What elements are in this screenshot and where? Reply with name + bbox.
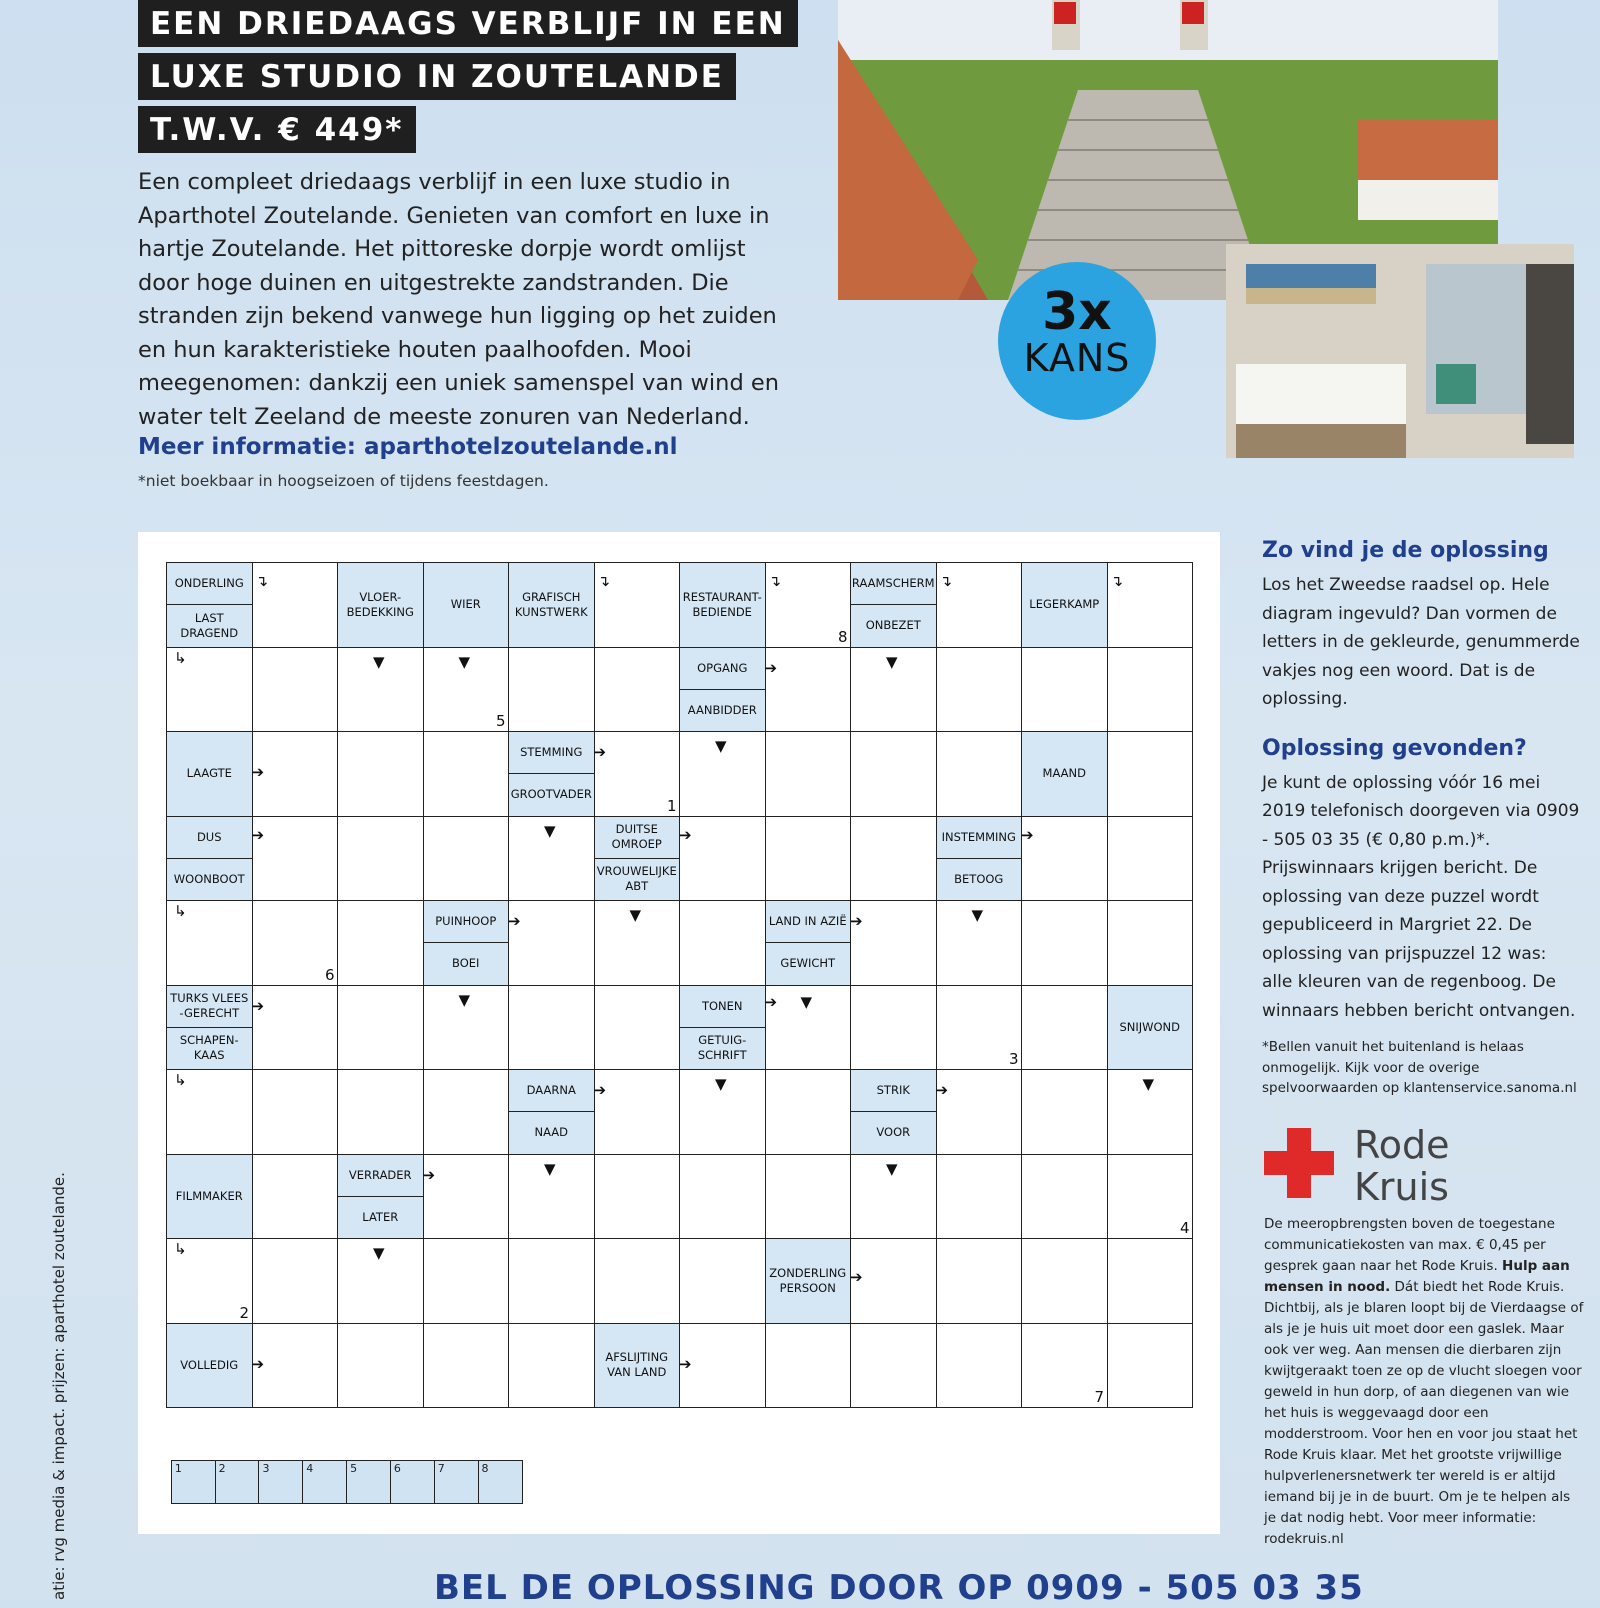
clue-arrow-icon: ▼ xyxy=(373,1244,385,1262)
grid-cell[interactable] xyxy=(850,731,937,817)
rode-kruis-logo xyxy=(1354,1124,1449,1208)
clue-arrow-icon: ➔ xyxy=(764,658,778,677)
clue-arrow-icon: ➔ xyxy=(850,912,863,930)
clue-cell: ONDERLING xyxy=(166,562,253,605)
grid-cell[interactable] xyxy=(423,1069,510,1155)
grid-cell[interactable] xyxy=(936,1069,1023,1155)
grid-cell[interactable] xyxy=(337,985,424,1071)
clue-cell: LAAGTE xyxy=(166,731,253,817)
clue-cell: GETUIG-SCHRIFT xyxy=(679,1027,766,1070)
solution-slot[interactable] xyxy=(478,1460,523,1504)
grid-cell[interactable] xyxy=(765,1154,852,1240)
photo-credits: atie: rvg media & impact. prijzen: aparthotel zoutelande. xyxy=(50,1172,68,1600)
rk-bold: Hulp aan mensen in nood. xyxy=(1264,1258,1570,1295)
grid-cell[interactable] xyxy=(850,1238,937,1324)
grid-cell[interactable] xyxy=(252,731,339,817)
grid-cell[interactable] xyxy=(337,731,424,817)
solution-slot[interactable] xyxy=(346,1460,391,1504)
clue-cell: FILMMAKER xyxy=(166,1154,253,1240)
solution-slot-number: 8 xyxy=(481,1462,489,1475)
clue-arrow-icon: ➔ xyxy=(593,743,607,761)
grid-cell[interactable] xyxy=(594,1154,681,1240)
clue-cell: LEGERKAMP xyxy=(1021,562,1108,648)
grid-cell[interactable] xyxy=(594,1069,681,1155)
solution-slot-number: 7 xyxy=(437,1462,445,1475)
grid-cell[interactable] xyxy=(679,1154,766,1240)
clue-arrow-icon: ➔ xyxy=(251,825,265,844)
clue-arrow-icon: ↴ xyxy=(597,572,611,590)
clue-arrow-icon: ➔ xyxy=(593,1081,607,1099)
grid-cell[interactable] xyxy=(936,731,1023,817)
grid-cell[interactable] xyxy=(1021,816,1108,902)
grid-cell[interactable] xyxy=(508,1323,595,1409)
grid-cell[interactable] xyxy=(337,816,424,902)
clue-arrow-icon: ▼ xyxy=(715,737,727,755)
grid-cell[interactable] xyxy=(1021,985,1108,1071)
chance-label: KANS xyxy=(1023,336,1131,380)
solution-slot[interactable] xyxy=(302,1460,347,1504)
studio-room-photo xyxy=(1226,244,1574,458)
clue-arrow-icon: ▼ xyxy=(458,990,471,1009)
clue-arrow-icon: ↳ xyxy=(174,648,187,667)
clue-arrow-icon: ➔ xyxy=(935,1081,949,1099)
grid-cell[interactable] xyxy=(423,731,510,817)
grid-cell[interactable] xyxy=(936,647,1023,733)
clue-cell: DUS xyxy=(166,816,253,859)
grid-cell[interactable] xyxy=(1021,647,1108,733)
grid-cell[interactable] xyxy=(765,1323,852,1409)
grid-cell[interactable] xyxy=(252,1154,339,1240)
solution-slot-number: 6 xyxy=(393,1462,401,1475)
clue-cell: GROOTVADER xyxy=(508,773,595,816)
grid-cell[interactable] xyxy=(679,1323,766,1409)
clue-arrow-icon: ➔ xyxy=(251,763,265,781)
grid-cell[interactable] xyxy=(337,1323,424,1409)
found-text: Je kunt de oplossing vóór 16 mei 2019 telefonisch doorgeven via 0909 - 505 03 35 (€ 0,80 p.m.)*. Prijswinnaars krijgen bericht. De oplossing van deze puzzel wordt gepubliceerd in Margriet 22. De oplossing van prijspuzzel 12 was: alle kleuren van de regenboog. De winnaars hebben bericht ontvangen. xyxy=(1262,772,1580,1021)
clue-cell: VERRADER xyxy=(337,1154,424,1197)
cell-number: 4 xyxy=(1180,1219,1190,1237)
grid-cell[interactable] xyxy=(679,900,766,986)
solution-slot-number: 1 xyxy=(174,1462,182,1475)
grid-cell[interactable] xyxy=(337,900,424,986)
clue-cell: GRAFISCH KUNSTWERK xyxy=(508,562,595,648)
clue-arrow-icon: ▼ xyxy=(800,992,813,1011)
grid-cell[interactable] xyxy=(1107,647,1194,733)
rk-text-2: Dát biedt het Rode Kruis. Dichtbij, als je blaren loopt bij de Vierdaagse of als je je huis uit moet door een gaslek. Maar ook ver weg. Aan mensen die dierbaren zijn kwijtgeraakt toen ze op de vlucht sloegen voor geweld in hun dorp, of aan diegenen van wie het huis is weggevaagd door een modderstroom. Voor hen en voor jou staat het Rode Kruis klaar. Met het grootste vrijwillige hulpverlenersnetwerk ter wereld is er altijd iemand bij je in de buurt. Om je te helpen als je dat nodig hebt. Voor meer informatie: rodekruis.nl xyxy=(1264,1279,1584,1547)
clue-arrow-icon: ↴ xyxy=(768,572,782,590)
clue-arrow-icon: ▼ xyxy=(544,821,556,840)
clue-cell: VOOR xyxy=(850,1111,937,1154)
grid-cell[interactable] xyxy=(1021,1069,1108,1155)
clue-cell: ONBEZET xyxy=(850,604,937,647)
grid-cell[interactable] xyxy=(252,1238,339,1324)
clue-arrow-icon: ▼ xyxy=(544,1159,556,1178)
grid-cell[interactable] xyxy=(252,1069,339,1155)
cell-number: 6 xyxy=(325,965,335,984)
puzzle-panel xyxy=(138,532,1220,1534)
grid-cell[interactable] xyxy=(679,816,766,902)
clue-cell: LAND IN AZIË xyxy=(765,900,852,943)
clue-cell: STRIK xyxy=(850,1069,937,1112)
found-title: Oplossing gevonden? xyxy=(1262,735,1527,761)
grid-cell[interactable] xyxy=(765,1069,852,1155)
grid-cell[interactable] xyxy=(508,985,595,1071)
clue-cell: ZONDERLING PERSOON xyxy=(765,1238,852,1324)
grid-cell[interactable] xyxy=(936,1238,1023,1324)
clue-arrow-icon: ↳ xyxy=(174,1240,187,1258)
footnote: *niet boekbaar in hoogseizoen of tijdens feestdagen. xyxy=(138,472,549,490)
clue-cell: LAST DRAGEND xyxy=(166,604,253,647)
grid-cell[interactable] xyxy=(423,1238,510,1324)
clue-cell: TONEN xyxy=(679,985,766,1028)
clue-cell: VLOER-BEDEKKING xyxy=(337,562,424,648)
clue-cell: DUITSE OMROEP xyxy=(594,816,681,859)
grid-cell[interactable] xyxy=(423,1323,510,1409)
clue-cell: VOLLEDIG xyxy=(166,1323,253,1409)
clue-cell: DAARNA xyxy=(508,1069,595,1112)
rode-kruis-line-2: Kruis xyxy=(1354,1165,1449,1209)
clue-arrow-icon: ↳ xyxy=(174,1071,187,1089)
clue-arrow-icon: ➔ xyxy=(422,1165,436,1184)
clue-arrow-icon: ↳ xyxy=(174,902,187,920)
grid-cell[interactable] xyxy=(508,900,595,986)
clue-cell: AFSLIJTING VAN LAND xyxy=(594,1323,681,1409)
clue-cell: RESTAURANT-BEDIENDE xyxy=(679,562,766,648)
clue-cell: BOEI xyxy=(423,942,510,985)
call-banner: BEL DE OPLOSSING DOOR OP 0909 - 505 03 35 xyxy=(434,1568,1364,1608)
clue-arrow-icon: ▼ xyxy=(458,652,471,671)
chance-count: 3x xyxy=(1042,282,1112,342)
clue-cell: BETOOG xyxy=(936,858,1023,901)
clue-cell: SNIJWOND xyxy=(1107,985,1194,1071)
clue-cell: MAAND xyxy=(1021,731,1108,817)
clue-arrow-icon: ➔ xyxy=(251,1354,265,1373)
solution-slot-number: 4 xyxy=(306,1462,314,1475)
clue-arrow-icon: ▼ xyxy=(886,1159,898,1178)
grid-cell[interactable] xyxy=(252,647,339,733)
clue-arrow-icon: ➔ xyxy=(1021,825,1034,844)
clue-cell: STEMMING xyxy=(508,731,595,774)
grid-cell[interactable] xyxy=(252,816,339,902)
clue-arrow-icon: ▼ xyxy=(971,906,984,924)
solution-slot[interactable] xyxy=(171,1460,216,1504)
rode-kruis-line-1: Rode xyxy=(1354,1123,1450,1167)
headline-line-1: EEN DRIEDAAGS VERBLIJF IN EEN xyxy=(138,0,798,47)
clue-cell: OPGANG xyxy=(679,647,766,690)
more-info-link[interactable]: Meer informatie: aparthotelzoutelande.nl xyxy=(138,434,678,460)
solution-slot-number: 2 xyxy=(218,1462,226,1475)
grid-cell[interactable] xyxy=(252,985,339,1071)
how-text: Los het Zweedse raadsel op. Hele diagram ingevuld? Dan vormen de letters in de gekleurde, genummerde vakjes nog een woord. Dat is de oplossing. xyxy=(1262,575,1580,709)
grid-cell[interactable] xyxy=(850,900,937,986)
solution-slot-number: 5 xyxy=(350,1462,358,1475)
cell-number: 1 xyxy=(667,796,677,815)
grid-cell[interactable] xyxy=(337,1069,424,1155)
grid-cell[interactable] xyxy=(765,647,852,733)
grid-cell[interactable] xyxy=(936,1323,1023,1409)
grid-cell[interactable] xyxy=(679,1238,766,1324)
clue-arrow-icon: ↴ xyxy=(255,572,269,590)
clue-arrow-icon: ➔ xyxy=(679,825,692,844)
clue-arrow-icon: ➔ xyxy=(850,1268,863,1286)
grid-cell[interactable] xyxy=(765,816,852,902)
clue-cell: AANBIDDER xyxy=(679,689,766,732)
grid-cell[interactable] xyxy=(594,647,681,733)
clue-cell: INSTEMMING xyxy=(936,816,1023,859)
grid-cell[interactable] xyxy=(850,816,937,902)
grid-cell[interactable] xyxy=(594,1238,681,1324)
solution-slot[interactable] xyxy=(390,1460,435,1504)
clue-cell: NAAD xyxy=(508,1111,595,1154)
grid-cell[interactable] xyxy=(423,816,510,902)
grid-cell[interactable] xyxy=(1107,731,1194,817)
clue-cell: LATER xyxy=(337,1196,424,1239)
clue-cell: TURKS VLEES -GERECHT xyxy=(166,985,253,1028)
clue-cell: VROUWELIJKE ABT xyxy=(594,858,681,901)
solution-slot[interactable] xyxy=(215,1460,260,1504)
solution-slot[interactable] xyxy=(434,1460,479,1504)
clue-arrow-icon: ➔ xyxy=(764,992,778,1011)
headline-line-3: T.W.V. € 449* xyxy=(138,106,416,153)
cell-number: 8 xyxy=(838,627,848,646)
clue-arrow-icon: ↴ xyxy=(1110,572,1124,590)
solution-row xyxy=(172,1460,523,1506)
clue-arrow-icon: ▼ xyxy=(629,906,642,924)
sidebar xyxy=(1262,538,1582,1099)
grid-cell[interactable] xyxy=(508,1238,595,1324)
grid-cell[interactable] xyxy=(1107,1238,1194,1324)
clue-cell: WOONBOOT xyxy=(166,858,253,901)
clue-arrow-icon: ▼ xyxy=(1142,1075,1155,1093)
clue-arrow-icon: ▼ xyxy=(715,1075,727,1093)
grid-cell[interactable] xyxy=(594,985,681,1071)
clue-arrow-icon: ↴ xyxy=(939,572,953,590)
intro-text: Een compleet driedaags verblijf in een luxe studio in Aparthotel Zoutelande. Genieten van comfort en luxe in hartje Zoutelande. Het pittoreske dorpje wordt omlijst door hoge duinen en uitgestrekte zandstranden. Die stranden zijn bekend vanwege hun ligging op het zuiden en hun karakteristieke houten paalhoofden. Mooi meegenomen: dankzij een uniek samenspel van wind en water telt Zeeland de meeste zonuren van Nederland. xyxy=(138,169,779,430)
headline xyxy=(138,0,798,159)
grid-cell[interactable] xyxy=(423,1154,510,1240)
rk-text-1: De meeropbrengsten boven de toegestane communicatiekosten van max. € 0,45 per gesprek gaan naar het Rode Kruis. xyxy=(1264,1216,1555,1274)
clue-cell: SCHAPEN-KAAS xyxy=(166,1027,253,1070)
grid-cell[interactable] xyxy=(765,731,852,817)
clue-arrow-icon: ➔ xyxy=(679,1354,692,1373)
clue-arrow-icon: ➔ xyxy=(251,996,265,1015)
grid-cell[interactable] xyxy=(1107,816,1194,902)
grid-cell[interactable] xyxy=(1021,1238,1108,1324)
grid-cell[interactable] xyxy=(508,647,595,733)
clue-cell: PUINHOOP xyxy=(423,900,510,943)
grid-cell[interactable] xyxy=(936,1154,1023,1240)
how-title: Zo vind je de oplossing xyxy=(1262,538,1549,563)
grid-cell[interactable] xyxy=(1021,1154,1108,1240)
clue-cell: WIER xyxy=(423,562,510,648)
headline-line-2: LUXE STUDIO IN ZOUTELANDE xyxy=(138,53,736,100)
clue-arrow-icon: ▼ xyxy=(886,652,898,671)
grid-cell[interactable] xyxy=(850,1323,937,1409)
red-cross-icon xyxy=(1264,1128,1334,1198)
cell-number: 5 xyxy=(496,712,506,730)
grid-cell[interactable] xyxy=(252,1323,339,1409)
rode-kruis-text xyxy=(1264,1214,1584,1550)
cell-number: 3 xyxy=(1009,1050,1019,1068)
cell-number: 2 xyxy=(239,1303,250,1322)
grid-cell[interactable] xyxy=(850,985,937,1071)
clue-cell: RAAMSCHERM xyxy=(850,562,937,605)
abroad-note: *Bellen vanuit het buitenland is helaas onmogelijk. Kijk voor de overige spelvoorwaarden op klantenservice.sanoma.nl xyxy=(1262,1039,1577,1096)
clue-arrow-icon: ➔ xyxy=(508,912,521,930)
grid-cell[interactable] xyxy=(1107,900,1194,986)
solution-slot[interactable] xyxy=(258,1460,303,1504)
cell-number: 7 xyxy=(1094,1388,1105,1406)
grid-cell[interactable] xyxy=(1107,1323,1194,1409)
solution-slot-number: 3 xyxy=(262,1462,270,1475)
chance-badge xyxy=(998,262,1156,420)
clue-arrow-icon: ▼ xyxy=(373,652,385,671)
grid-cell[interactable] xyxy=(1021,900,1108,986)
clue-cell: GEWICHT xyxy=(765,942,852,985)
